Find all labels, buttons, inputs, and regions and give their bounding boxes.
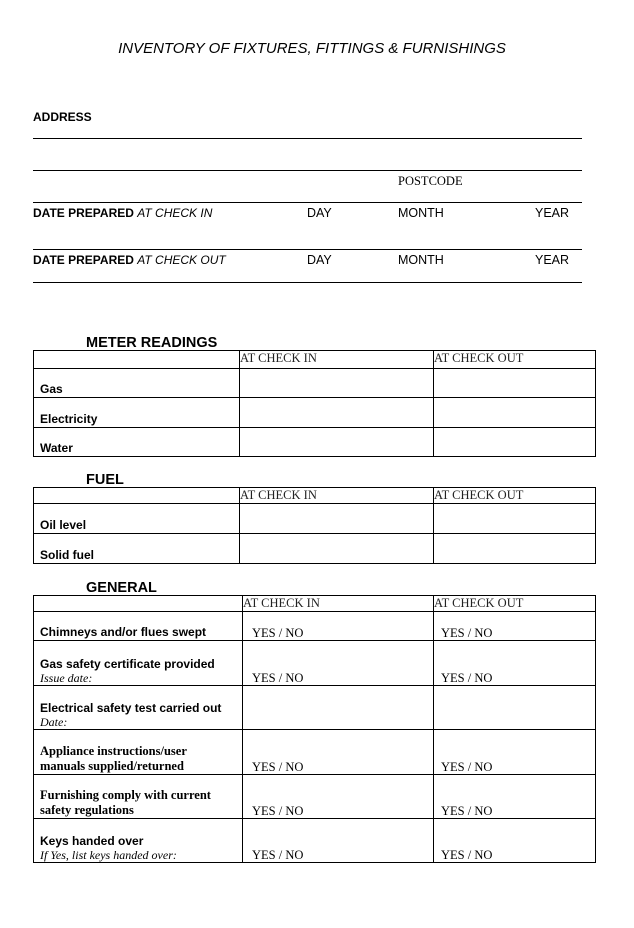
furnishing-label-line-2: safety regulations bbox=[40, 803, 134, 817]
electricity-check-out-cell[interactable] bbox=[434, 398, 596, 428]
header-blank-cell bbox=[34, 351, 240, 369]
gas-safety-check-out-yes-no[interactable]: YES / NO bbox=[434, 641, 596, 686]
col-check-in-header: AT CHECK IN bbox=[243, 596, 434, 612]
col-check-out-header: AT CHECK OUT bbox=[434, 351, 596, 369]
appliance-check-out-yes-no[interactable]: YES / NO bbox=[434, 730, 596, 775]
document-title: INVENTORY OF FIXTURES, FITTINGS & FURNISHINGS bbox=[118, 40, 506, 57]
electrical-safety-label: Electrical safety test carried out bbox=[40, 701, 222, 715]
table-row bbox=[34, 369, 596, 398]
gas-safety-label: Gas safety certificate provided bbox=[40, 657, 215, 671]
oil-check-in-cell[interactable] bbox=[240, 504, 434, 534]
check-in-month-label: MONTH bbox=[398, 206, 444, 220]
date-check-out-label bbox=[33, 253, 226, 267]
header-blank-cell bbox=[34, 488, 240, 504]
gas-check-out-cell[interactable] bbox=[434, 369, 596, 398]
date-check-in-label bbox=[33, 206, 212, 220]
fuel-table bbox=[33, 487, 596, 564]
row-label-oil-level: Oil level bbox=[34, 504, 240, 534]
date-prepared-text: DATE PREPARED bbox=[33, 206, 134, 220]
table-row bbox=[34, 398, 596, 428]
appliance-label-line-2: manuals supplied/returned bbox=[40, 759, 184, 773]
row-label-chimneys: Chimneys and/or flues swept bbox=[34, 612, 243, 641]
table-header-row bbox=[34, 488, 596, 504]
appliance-label-line-1: Appliance instructions/user bbox=[40, 744, 187, 758]
address-label: ADDRESS bbox=[33, 110, 92, 124]
gas-safety-check-in-yes-no[interactable]: YES / NO bbox=[243, 641, 434, 686]
col-check-out-header: AT CHECK OUT bbox=[434, 596, 596, 612]
check-out-month-label: MONTH bbox=[398, 253, 444, 267]
electricity-check-in-cell[interactable] bbox=[240, 398, 434, 428]
row-label-electrical-safety bbox=[34, 686, 243, 730]
row-label-gas: Gas bbox=[34, 369, 240, 398]
check-in-day-label: DAY bbox=[307, 206, 332, 220]
table-row bbox=[34, 612, 596, 641]
meter-readings-title: METER READINGS bbox=[86, 335, 218, 351]
solid-fuel-check-out-cell[interactable] bbox=[434, 534, 596, 564]
date-prepared-text: DATE PREPARED bbox=[33, 253, 134, 267]
postcode-line[interactable] bbox=[33, 202, 582, 203]
at-check-in-text: AT CHECK IN bbox=[137, 206, 213, 220]
col-check-in-header: AT CHECK IN bbox=[240, 488, 434, 504]
table-row bbox=[34, 428, 596, 457]
table-row bbox=[34, 730, 596, 775]
address-line-1[interactable] bbox=[33, 138, 582, 139]
furnishing-label-line-1: Furnishing comply with current bbox=[40, 788, 211, 802]
check-out-day-label: DAY bbox=[307, 253, 332, 267]
header-blank-cell bbox=[34, 596, 243, 612]
keys-check-in-yes-no[interactable]: YES / NO bbox=[243, 819, 434, 863]
col-check-out-header: AT CHECK OUT bbox=[434, 488, 596, 504]
general-table bbox=[33, 595, 596, 863]
appliance-check-in-yes-no[interactable]: YES / NO bbox=[243, 730, 434, 775]
solid-fuel-check-in-cell[interactable] bbox=[240, 534, 434, 564]
table-row bbox=[34, 534, 596, 564]
address-line-2[interactable] bbox=[33, 170, 582, 171]
furnishing-check-in-yes-no[interactable]: YES / NO bbox=[243, 775, 434, 819]
chimneys-check-in-yes-no[interactable]: YES / NO bbox=[243, 612, 434, 641]
row-label-appliance-instructions bbox=[34, 730, 243, 775]
check-out-date-line[interactable] bbox=[33, 282, 582, 283]
col-check-in-header: AT CHECK IN bbox=[240, 351, 434, 369]
general-title: GENERAL bbox=[86, 580, 157, 596]
electrical-check-in-cell[interactable] bbox=[243, 686, 434, 730]
table-header-row bbox=[34, 596, 596, 612]
electrical-check-out-cell[interactable] bbox=[434, 686, 596, 730]
row-label-keys-handed-over bbox=[34, 819, 243, 863]
table-row bbox=[34, 686, 596, 730]
postcode-label: POSTCODE bbox=[398, 174, 463, 188]
table-header-row bbox=[34, 351, 596, 369]
date-sub-label: Date: bbox=[40, 715, 68, 729]
furnishing-check-out-yes-no[interactable]: YES / NO bbox=[434, 775, 596, 819]
row-label-water: Water bbox=[34, 428, 240, 457]
keys-sub-label: If Yes, list keys handed over: bbox=[40, 848, 177, 862]
row-label-electricity: Electricity bbox=[34, 398, 240, 428]
table-row bbox=[34, 504, 596, 534]
keys-check-out-yes-no[interactable]: YES / NO bbox=[434, 819, 596, 863]
chimneys-check-out-yes-no[interactable]: YES / NO bbox=[434, 612, 596, 641]
at-check-out-text: AT CHECK OUT bbox=[137, 253, 226, 267]
row-label-furnishing-safety bbox=[34, 775, 243, 819]
water-check-in-cell[interactable] bbox=[240, 428, 434, 457]
table-row bbox=[34, 819, 596, 863]
table-row bbox=[34, 641, 596, 686]
gas-check-in-cell[interactable] bbox=[240, 369, 434, 398]
fuel-title: FUEL bbox=[86, 472, 124, 488]
meter-readings-table bbox=[33, 350, 596, 457]
row-label-solid-fuel: Solid fuel bbox=[34, 534, 240, 564]
keys-label: Keys handed over bbox=[40, 834, 144, 848]
check-out-year-label: YEAR bbox=[535, 253, 570, 267]
issue-date-label: Issue date: bbox=[40, 671, 93, 685]
row-label-gas-safety bbox=[34, 641, 243, 686]
oil-check-out-cell[interactable] bbox=[434, 504, 596, 534]
table-row bbox=[34, 775, 596, 819]
check-in-year-label: YEAR bbox=[535, 206, 570, 220]
water-check-out-cell[interactable] bbox=[434, 428, 596, 457]
check-in-date-line[interactable] bbox=[33, 249, 582, 250]
